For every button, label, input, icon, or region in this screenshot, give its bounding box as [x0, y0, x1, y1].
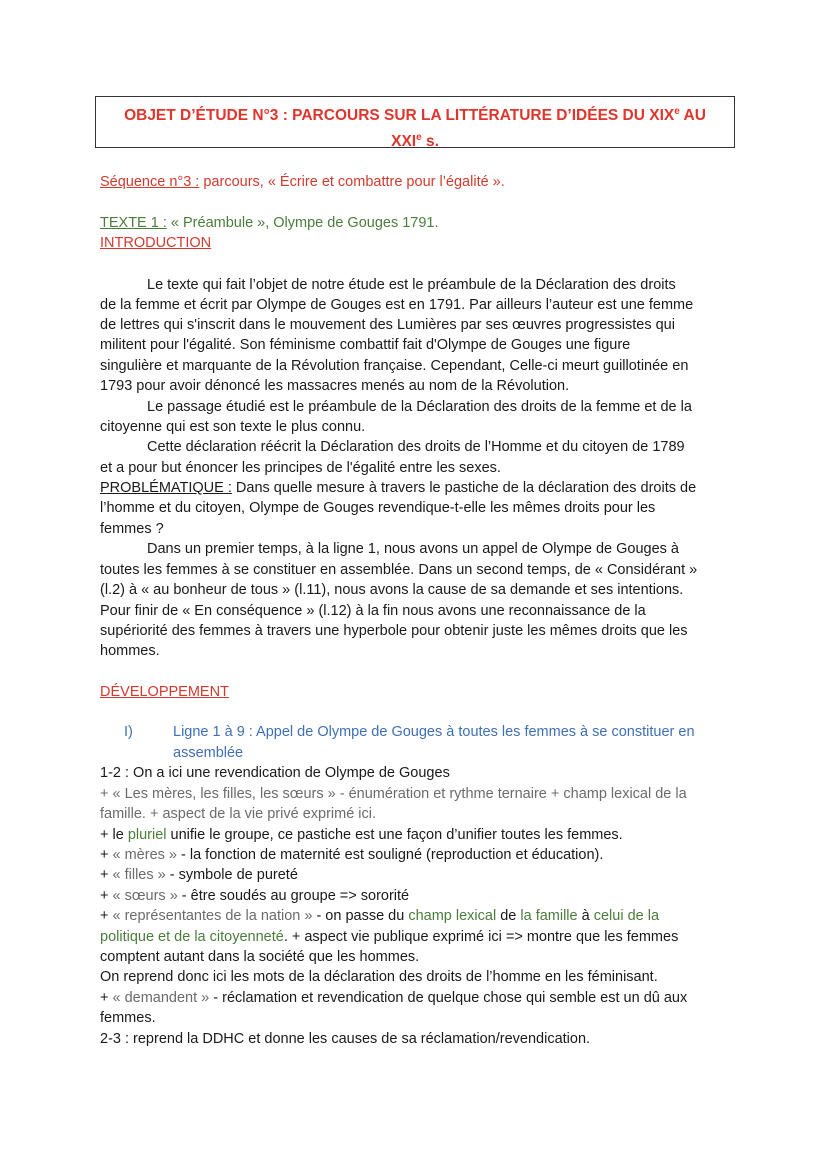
intro-line: militent pour l'égalité. Son féminisme combattif fait d'Olympe de Gouges une figure: [100, 337, 631, 353]
intro-line: de la femme et écrit par Olympe de Gouges est en 1791. Par ailleurs l’auteur est une femme: [100, 297, 694, 313]
analysis-line: + « filles » - symbole de pureté: [100, 867, 298, 883]
intro-line: et a pour but énoncer les principes de l'égalité entre les sexes.: [100, 460, 501, 476]
intro-line: citoyenne qui est son texte le plus connu.: [100, 419, 366, 435]
plan-line: supériorité des femmes à travers une hyperbole pour obtenir juste les mêmes droits que les: [100, 623, 688, 639]
plan-line: Pour finir de « En conséquence » (l.12) à la fin nous avons une reconnaissance de la: [100, 603, 646, 619]
problematique-line: l’homme et du citoyen, Olympe de Gouges revendique-t-elle les mêmes droits pour les: [100, 500, 656, 516]
intro-line: de lettres qui s'inscrit dans le mouvement des Lumières par ses œuvres progressistes qui: [100, 317, 675, 333]
analysis-line: politique et de la citoyenneté. + aspect vie publique exprimé ici => montre que les femmes: [100, 929, 679, 945]
analysis-line: 2-3 : reprend la DDHC et donne les causes de sa réclamation/revendication.: [100, 1031, 591, 1047]
intro-line: Cette déclaration réécrit la Déclaration des droits de l’Homme et du citoyen de 1789: [147, 439, 685, 455]
part-heading: Ligne 1 à 9 : Appel de Olympe de Gouges à toutes les femmes à se constituer en: [173, 724, 695, 740]
analysis-line: femmes.: [100, 1010, 156, 1026]
plan-line: toutes les femmes à se constituer en assemblée. Dans un second temps, de « Considérant »: [100, 562, 698, 578]
analysis-line: + « sœurs » - être soudés au groupe => sororité: [100, 888, 410, 904]
plan-line: (l.2) à « au bonheur de tous » (l.11), nous avons la cause de sa demande et ses intentions.: [100, 582, 684, 598]
analysis-line: famille. + aspect de la vie privé exprimé ici.: [100, 806, 377, 822]
analysis-line: On reprend donc ici les mots de la déclaration des droits de l’homme en les féminisant.: [100, 969, 658, 985]
title-line-2: XXIe s.: [391, 132, 439, 151]
analysis-line: + « représentantes de la nation » - on passe du champ lexical de la famille à celui de la: [100, 908, 660, 924]
analysis-line: + le pluriel unifie le groupe, ce pastiche est une façon d’unifier toutes les femmes.: [100, 827, 623, 843]
plan-line: Dans un premier temps, à la ligne 1, nous avons un appel de Olympe de Gouges à: [147, 541, 679, 557]
analysis-line: + « mères » - la fonction de maternité est souligné (reproduction et éducation).: [100, 847, 604, 863]
intro-line: 1793 pour avoir dénoncé les massacres menés au nom de la Révolution.: [100, 378, 570, 394]
analysis-line: 1-2 : On a ici une revendication de Olympe de Gouges: [100, 765, 450, 781]
part-numeral: I): [124, 724, 133, 740]
texte-line: TEXTE 1 : « Préambule », Olympe de Gouges 1791.: [100, 215, 439, 231]
sequence-line: Séquence n°3 : parcours, « Écrire et combattre pour l’égalité ».: [100, 174, 505, 190]
problematique-line: PROBLÉMATIQUE : Dans quelle mesure à travers le pastiche de la déclaration des droits de: [100, 480, 697, 496]
title-box: [95, 96, 735, 151]
title-line-1: OBJET D’ÉTUDE N°3 : PARCOURS SUR LA LITTÉRATURE D’IDÉES DU XIXe AU: [124, 106, 706, 125]
introduction-heading: INTRODUCTION: [100, 235, 212, 251]
problematique-line: femmes ?: [100, 521, 164, 537]
analysis-line: + « Les mères, les filles, les sœurs » - énumération et rythme ternaire + champ lexical de la: [100, 786, 687, 802]
plan-line: hommes.: [100, 643, 160, 659]
analysis-line: comptent autant dans la société que les hommes.: [100, 949, 420, 965]
developpement-heading: DÉVELOPPEMENT: [100, 684, 229, 700]
intro-line: Le texte qui fait l’objet de notre étude est le préambule de la Déclaration des droits: [147, 277, 676, 293]
intro-line: Le passage étudié est le préambule de la Déclaration des droits de la femme et de la: [147, 399, 692, 415]
analysis-line: + « demandent » - réclamation et revendication de quelque chose qui semble est un dû aux: [100, 990, 688, 1006]
part-heading: assemblée: [173, 745, 244, 761]
intro-line: singulière et marquante de la Révolution française. Cependant, Celle-ci meurt guillotinée en: [100, 358, 689, 374]
